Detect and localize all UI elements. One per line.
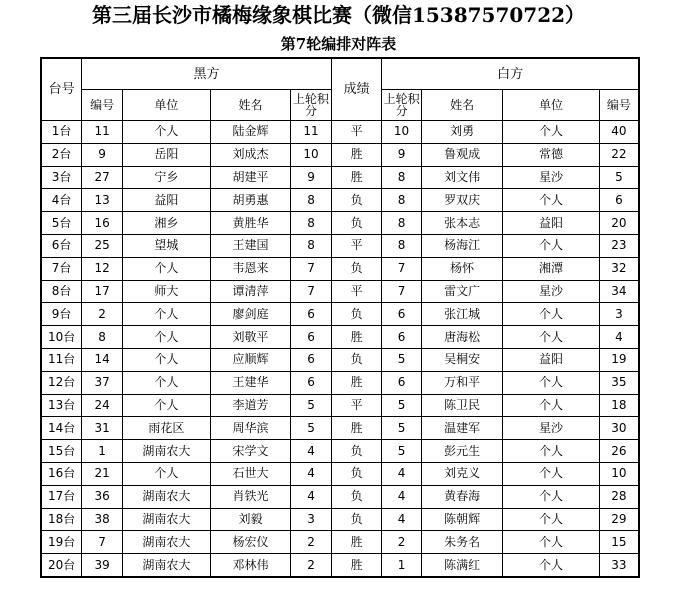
black-number-cell: 37 (82, 371, 123, 394)
white-points-cell: 4 (382, 508, 422, 531)
table-number-cell: 6台 (41, 234, 82, 257)
table-number-cell: 5台 (41, 212, 82, 235)
result-cell: 胜 (331, 166, 381, 189)
black-number-cell: 16 (82, 212, 123, 235)
result-cell: 负 (331, 257, 381, 280)
white-unit-cell: 个人 (503, 326, 599, 349)
black-unit-cell: 湘乡 (122, 212, 210, 235)
table-number-cell: 3台 (41, 166, 82, 189)
white-number-cell: 28 (599, 485, 639, 508)
result-cell: 负 (331, 485, 381, 508)
white-number-cell: 35 (599, 371, 639, 394)
black-points-cell: 9 (291, 166, 332, 189)
white-unit-cell: 个人 (503, 303, 599, 326)
black-points-cell: 4 (291, 485, 332, 508)
white-unit-cell: 湘潭 (503, 257, 599, 280)
table-row (41, 234, 639, 257)
white-name-cell: 张本志 (421, 212, 502, 235)
table-row (41, 121, 639, 144)
white-unit-cell: 个人 (503, 462, 599, 485)
table-row (41, 508, 639, 531)
black-unit-cell: 个人 (122, 371, 210, 394)
white-points-cell: 5 (382, 348, 422, 371)
white-number-cell: 15 (599, 531, 639, 554)
white-points-cell: 5 (382, 440, 422, 463)
black-points-cell: 8 (291, 212, 332, 235)
table-row (41, 326, 639, 349)
white-unit-cell: 个人 (503, 189, 599, 212)
black-points-cell: 6 (291, 348, 332, 371)
white-number-cell: 22 (599, 143, 639, 166)
black-name-cell: 宋学文 (210, 440, 290, 463)
table-number-cell: 2台 (41, 143, 82, 166)
black-unit-header: 单位 (122, 90, 210, 121)
white-number-cell: 6 (599, 189, 639, 212)
black-number-cell: 7 (82, 531, 123, 554)
black-name-cell: 谭清萍 (210, 280, 290, 303)
white-number-cell: 19 (599, 348, 639, 371)
black-points-cell: 3 (291, 508, 332, 531)
white-points-cell: 6 (382, 371, 422, 394)
table-number-cell: 7台 (41, 257, 82, 280)
black-points-cell: 5 (291, 417, 332, 440)
result-cell: 负 (331, 303, 381, 326)
result-cell: 胜 (331, 554, 381, 577)
black-points-cell: 6 (291, 303, 332, 326)
black-points-cell: 11 (291, 121, 332, 144)
black-unit-cell: 个人 (122, 394, 210, 417)
black-points-cell: 2 (291, 554, 332, 577)
table-row (41, 394, 639, 417)
pairing-table (40, 57, 640, 578)
black-unit-cell: 个人 (122, 121, 210, 144)
white-name-cell: 鲁观成 (421, 143, 502, 166)
black-name-cell: 刘毅 (210, 508, 290, 531)
black-name-cell: 李道芳 (210, 394, 290, 417)
black-number-cell: 17 (82, 280, 123, 303)
white-number-cell: 32 (599, 257, 639, 280)
black-number-cell: 9 (82, 143, 123, 166)
white-name-cell: 杨怀 (421, 257, 502, 280)
white-points-cell: 6 (382, 303, 422, 326)
white-points-cell: 4 (382, 485, 422, 508)
result-cell: 平 (331, 280, 381, 303)
white-unit-cell: 个人 (503, 554, 599, 577)
result-cell: 负 (331, 440, 381, 463)
black-points-cell: 8 (291, 189, 332, 212)
white-name-cell: 杨海江 (421, 234, 502, 257)
black-side-header: 黑方 (82, 58, 332, 90)
table-number-cell: 11台 (41, 348, 82, 371)
white-unit-cell: 个人 (503, 508, 599, 531)
black-unit-cell: 个人 (122, 303, 210, 326)
white-name-cell: 刘勇 (421, 121, 502, 144)
black-name-cell: 肖铁光 (210, 485, 290, 508)
white-name-header: 姓名 (421, 90, 502, 121)
black-number-cell: 25 (82, 234, 123, 257)
white-name-cell: 雷文广 (421, 280, 502, 303)
header-row-top (41, 58, 639, 90)
black-name-cell: 杨宏仪 (210, 531, 290, 554)
table-row (41, 348, 639, 371)
black-name-cell: 黄胜华 (210, 212, 290, 235)
black-number-cell: 39 (82, 554, 123, 577)
black-name-cell: 应顺辉 (210, 348, 290, 371)
round-subtitle: 第7轮编排对阵表 (280, 35, 397, 53)
result-cell: 胜 (331, 371, 381, 394)
white-number-cell: 30 (599, 417, 639, 440)
black-unit-cell: 个人 (122, 257, 210, 280)
black-points-cell: 2 (291, 531, 332, 554)
white-number-cell: 10 (599, 462, 639, 485)
black-name-cell: 胡勇惠 (210, 189, 290, 212)
black-points-cell: 7 (291, 280, 332, 303)
white-name-cell: 罗双庆 (421, 189, 502, 212)
white-points-cell: 8 (382, 234, 422, 257)
black-points-cell: 10 (291, 143, 332, 166)
white-points-cell: 10 (382, 121, 422, 144)
white-unit-cell: 个人 (503, 371, 599, 394)
table-number-cell: 9台 (41, 303, 82, 326)
black-number-cell: 13 (82, 189, 123, 212)
black-name-cell: 胡建平 (210, 166, 290, 189)
black-number-cell: 31 (82, 417, 123, 440)
white-name-cell: 唐海松 (421, 326, 502, 349)
table-row (41, 257, 639, 280)
white-name-cell: 陈卫民 (421, 394, 502, 417)
white-name-cell: 万和平 (421, 371, 502, 394)
table-number-cell: 10台 (41, 326, 82, 349)
table-number-cell: 8台 (41, 280, 82, 303)
table-row (41, 189, 639, 212)
black-points-cell: 6 (291, 326, 332, 349)
table-row (41, 143, 639, 166)
result-cell: 负 (331, 508, 381, 531)
table-number-cell: 13台 (41, 394, 82, 417)
black-unit-cell: 望城 (122, 234, 210, 257)
white-points-cell: 2 (382, 531, 422, 554)
black-number-cell: 36 (82, 485, 123, 508)
white-unit-header: 单位 (503, 90, 599, 121)
white-name-cell: 吴桐安 (421, 348, 502, 371)
white-name-cell: 张江城 (421, 303, 502, 326)
white-points-cell: 6 (382, 326, 422, 349)
black-number-cell: 21 (82, 462, 123, 485)
black-unit-cell: 师大 (122, 280, 210, 303)
white-side-header: 白方 (382, 58, 639, 90)
table-row (41, 417, 639, 440)
white-number-cell: 34 (599, 280, 639, 303)
white-unit-cell: 益阳 (503, 212, 599, 235)
white-name-cell: 朱务名 (421, 531, 502, 554)
table-row (41, 440, 639, 463)
result-cell: 负 (331, 189, 381, 212)
white-points-header: 上轮积分 (382, 90, 422, 121)
table-number-cell: 18台 (41, 508, 82, 531)
table-row (41, 280, 639, 303)
black-points-cell: 5 (291, 394, 332, 417)
white-points-cell: 8 (382, 189, 422, 212)
white-points-cell: 5 (382, 417, 422, 440)
black-name-cell: 刘敬平 (210, 326, 290, 349)
white-unit-cell: 星沙 (503, 417, 599, 440)
black-points-cell: 8 (291, 234, 332, 257)
table-no-header: 台号 (41, 58, 82, 121)
table-row (41, 531, 639, 554)
black-number-cell: 8 (82, 326, 123, 349)
black-unit-cell: 湖南农大 (122, 485, 210, 508)
white-points-cell: 8 (382, 212, 422, 235)
black-name-cell: 韦恩来 (210, 257, 290, 280)
black-points-header: 上轮积分 (291, 90, 332, 121)
black-name-cell: 王建国 (210, 234, 290, 257)
white-number-cell: 3 (599, 303, 639, 326)
white-unit-cell: 个人 (503, 121, 599, 144)
white-number-cell: 23 (599, 234, 639, 257)
result-cell: 负 (331, 462, 381, 485)
black-unit-cell: 湖南农大 (122, 554, 210, 577)
white-name-cell: 陈满红 (421, 554, 502, 577)
table-number-cell: 4台 (41, 189, 82, 212)
black-unit-cell: 个人 (122, 462, 210, 485)
black-number-cell: 27 (82, 166, 123, 189)
white-unit-cell: 个人 (503, 485, 599, 508)
black-unit-cell: 个人 (122, 348, 210, 371)
table-number-cell: 20台 (41, 554, 82, 577)
table-row (41, 212, 639, 235)
table-row (41, 166, 639, 189)
black-unit-cell: 个人 (122, 326, 210, 349)
white-unit-cell: 个人 (503, 440, 599, 463)
white-unit-cell: 个人 (503, 394, 599, 417)
white-points-cell: 7 (382, 257, 422, 280)
white-number-header: 编号 (599, 90, 639, 121)
white-unit-cell: 个人 (503, 234, 599, 257)
result-cell: 胜 (331, 143, 381, 166)
pairing-body (41, 121, 639, 577)
white-number-cell: 20 (599, 212, 639, 235)
black-name-cell: 邓林伟 (210, 554, 290, 577)
black-points-cell: 7 (291, 257, 332, 280)
white-points-cell: 4 (382, 462, 422, 485)
white-points-cell: 1 (382, 554, 422, 577)
black-number-cell: 24 (82, 394, 123, 417)
table-number-cell: 19台 (41, 531, 82, 554)
black-number-cell: 12 (82, 257, 123, 280)
white-unit-cell: 星沙 (503, 166, 599, 189)
black-points-cell: 4 (291, 440, 332, 463)
white-name-cell: 刘文伟 (421, 166, 502, 189)
table-row (41, 462, 639, 485)
black-name-cell: 刘成杰 (210, 143, 290, 166)
white-number-cell: 26 (599, 440, 639, 463)
white-name-cell: 黄春海 (421, 485, 502, 508)
black-unit-cell: 益阳 (122, 189, 210, 212)
black-points-cell: 4 (291, 462, 332, 485)
result-cell: 胜 (331, 326, 381, 349)
table-number-cell: 12台 (41, 371, 82, 394)
black-name-cell: 石世大 (210, 462, 290, 485)
white-number-cell: 4 (599, 326, 639, 349)
white-points-cell: 7 (382, 280, 422, 303)
black-unit-cell: 岳阳 (122, 143, 210, 166)
white-name-cell: 温建军 (421, 417, 502, 440)
black-number-cell: 38 (82, 508, 123, 531)
white-number-cell: 33 (599, 554, 639, 577)
table-number-cell: 14台 (41, 417, 82, 440)
result-cell: 胜 (331, 417, 381, 440)
white-points-cell: 5 (382, 394, 422, 417)
table-number-cell: 15台 (41, 440, 82, 463)
white-unit-cell: 个人 (503, 531, 599, 554)
black-number-header: 编号 (82, 90, 123, 121)
white-unit-cell: 益阳 (503, 348, 599, 371)
result-header: 成绩 (331, 58, 381, 121)
white-points-cell: 8 (382, 166, 422, 189)
black-name-header: 姓名 (210, 90, 290, 121)
black-unit-cell: 湖南农大 (122, 440, 210, 463)
white-points-cell: 9 (382, 143, 422, 166)
black-unit-cell: 湖南农大 (122, 508, 210, 531)
black-name-cell: 王建华 (210, 371, 290, 394)
white-number-cell: 40 (599, 121, 639, 144)
result-cell: 平 (331, 234, 381, 257)
black-name-cell: 周华滨 (210, 417, 290, 440)
black-name-cell: 廖剑庭 (210, 303, 290, 326)
black-points-cell: 6 (291, 371, 332, 394)
black-name-cell: 陆金辉 (210, 121, 290, 144)
black-number-cell: 14 (82, 348, 123, 371)
table-row (41, 371, 639, 394)
white-unit-cell: 常德 (503, 143, 599, 166)
result-cell: 胜 (331, 531, 381, 554)
page-title: 第三届长沙市橘梅缘象棋比赛（微信15387570722） (91, 3, 586, 27)
result-cell: 负 (331, 348, 381, 371)
black-number-cell: 1 (82, 440, 123, 463)
white-number-cell: 5 (599, 166, 639, 189)
black-unit-cell: 湖南农大 (122, 531, 210, 554)
white-number-cell: 18 (599, 394, 639, 417)
table-row (41, 485, 639, 508)
table-number-cell: 16台 (41, 462, 82, 485)
table-row (41, 303, 639, 326)
white-unit-cell: 星沙 (503, 280, 599, 303)
result-cell: 平 (331, 394, 381, 417)
white-name-cell: 彭元生 (421, 440, 502, 463)
black-number-cell: 11 (82, 121, 123, 144)
black-unit-cell: 雨花区 (122, 417, 210, 440)
table-number-cell: 1台 (41, 121, 82, 144)
table-number-cell: 17台 (41, 485, 82, 508)
result-cell: 平 (331, 121, 381, 144)
white-name-cell: 陈朝辉 (421, 508, 502, 531)
result-cell: 负 (331, 212, 381, 235)
white-name-cell: 刘克义 (421, 462, 502, 485)
white-number-cell: 29 (599, 508, 639, 531)
black-number-cell: 2 (82, 303, 123, 326)
black-unit-cell: 宁乡 (122, 166, 210, 189)
table-row (41, 554, 639, 577)
